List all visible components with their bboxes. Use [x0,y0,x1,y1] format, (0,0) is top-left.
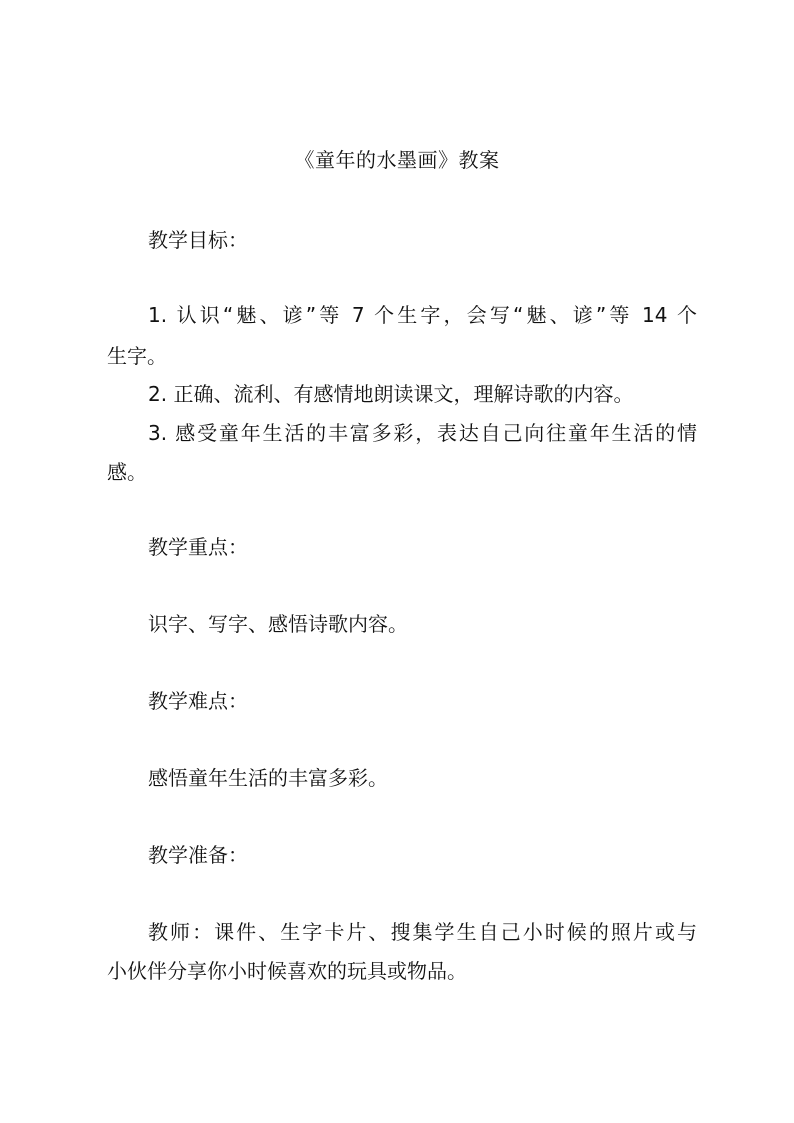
objective-1-line-2: 生字。 [107,344,167,368]
preparation-line-1: 教师：课件、生字卡片、搜集学生自己小时候的照片或与 [148,920,697,944]
objectives-heading: 教学目标： [148,228,248,252]
difficulties-heading: 教学难点： [148,689,248,713]
key-points-heading: 教学重点： [148,535,248,559]
preparation-heading: 教学准备： [148,843,248,867]
objective-3-line-2: 感。 [107,460,147,484]
preparation-line-2: 小伙伴分享你小时候喜欢的玩具或物品。 [107,959,467,983]
key-points-text: 识字、写字、感悟诗歌内容。 [148,612,408,636]
objective-1-line-1: 1. 认识“魅、谚”等 7 个生字，会写“魅、谚”等 14 个 [148,303,697,327]
document-title: 《童年的水墨画》教案 [294,148,500,172]
difficulties-text: 感悟童年生活的丰富多彩。 [148,766,388,790]
objective-3-line-1: 3. 感受童年生活的丰富多彩，表达自己向往童年生活的情 [148,421,697,445]
objective-2: 2. 正确、流利、有感情地朗读课文，理解诗歌的内容。 [148,382,634,406]
